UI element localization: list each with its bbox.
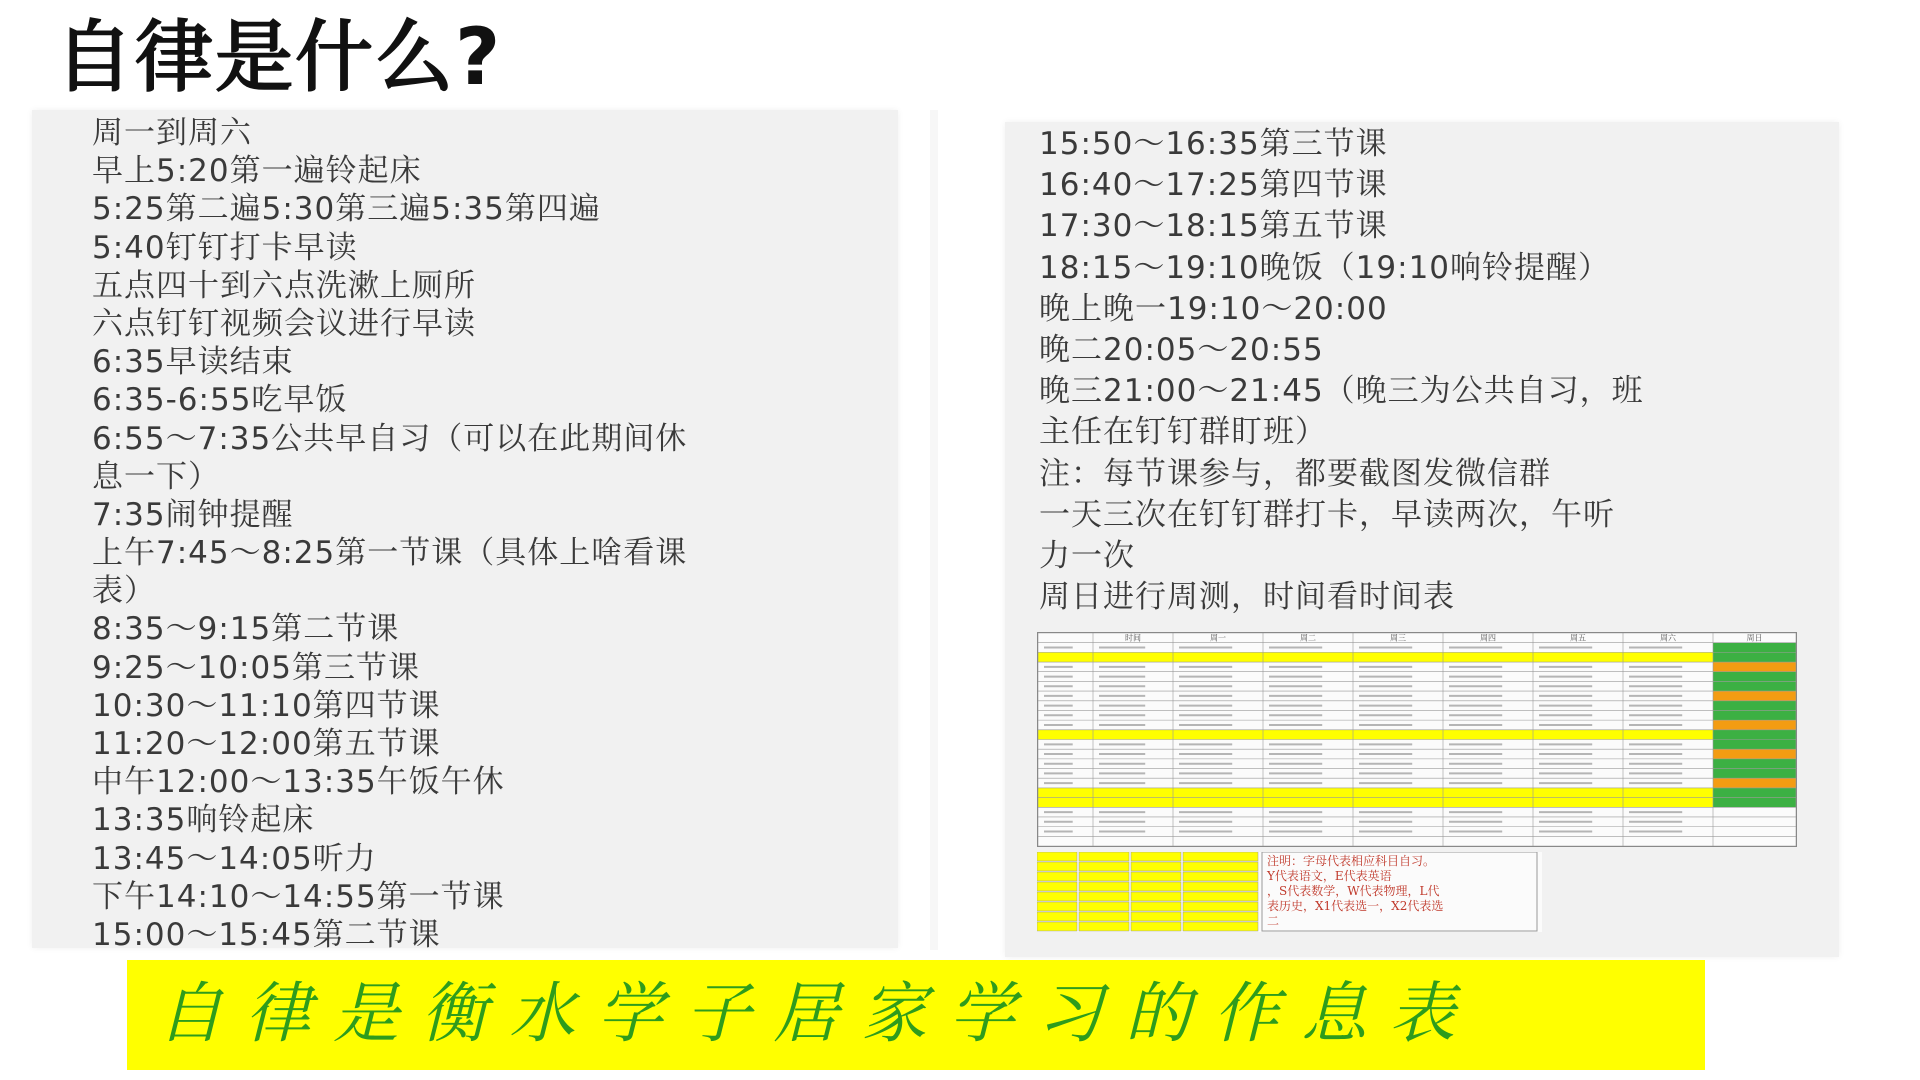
- timetable-sunday-cell: [1713, 652, 1796, 662]
- notes-yellow-cell: [1131, 882, 1181, 891]
- right-schedule-line: 晚三21:00～21:45（晚三为公共自习，班: [1039, 373, 1644, 410]
- left-schedule-line: 中午12:00～13:35午饭午休: [92, 764, 505, 801]
- left-schedule-line: 11:20～12:00第五节课: [92, 726, 441, 762]
- notes-yellow-cell: [1131, 892, 1181, 901]
- timetable-sunday-cell: [1713, 740, 1796, 750]
- left-schedule-line: 息一下）: [92, 458, 220, 495]
- timetable-sunday-cell: [1713, 788, 1796, 798]
- notes-yellow-cell: [1037, 902, 1077, 911]
- timetable-header: 周四: [1480, 633, 1496, 643]
- left-schedule-line: 六点钉钉视频会议进行早读: [92, 305, 476, 342]
- notes-yellow-cell: [1183, 892, 1258, 901]
- timetable-sunday-cell: [1713, 798, 1796, 808]
- notes-yellow-cell: [1079, 922, 1129, 931]
- right-schedule-line: 15:50～16:35第三节课: [1039, 126, 1388, 162]
- timetable-sunday-cell: [1713, 749, 1796, 759]
- timetable-grid: [1038, 633, 1796, 846]
- timetable-note-line: Y代表语文，E代表英语: [1267, 869, 1392, 883]
- right-schedule-line: 17:30～18:15第五节课: [1039, 208, 1388, 245]
- slide-title: 自律是什么?: [55, 13, 503, 103]
- left-schedule-line: 6:35-6:55吃早饭: [92, 382, 348, 419]
- timetable-note-line: 表历史，X1代表选一，X2代表选: [1267, 899, 1444, 913]
- caption-bar: [127, 960, 1705, 1070]
- notes-yellow-cell: [1037, 862, 1077, 871]
- timetable-header: 周六: [1660, 633, 1676, 643]
- right-schedule-line: 16:40～17:25第四节课: [1039, 167, 1388, 204]
- left-schedule-line: 6:35早读结束: [92, 344, 294, 381]
- timetable-notes: [1037, 852, 1542, 932]
- left-schedule-line: 7:35闹钟提醒: [92, 496, 294, 533]
- right-schedule-line: 18:15～19:10晚饭（19:10响铃提醒）: [1039, 249, 1611, 286]
- timetable-sunday-cell: [1713, 710, 1796, 720]
- notes-yellow-cell: [1079, 872, 1129, 881]
- left-schedule-line: 13:45～14:05听力: [92, 840, 377, 877]
- notes-yellow-cell: [1079, 852, 1129, 861]
- left-schedule-line: 15:00～15:45第二节课: [92, 916, 441, 953]
- notes-yellow-cell: [1131, 912, 1181, 921]
- notes-yellow-cell: [1131, 902, 1181, 911]
- left-schedule-line: 早上5:20第一遍铃起床: [92, 153, 422, 190]
- left-schedule-line: 6:55～7:35公共早自习（可以在此期间休: [92, 420, 688, 457]
- right-schedule-screenshot: [1005, 122, 1839, 957]
- timetable-header: 周一: [1210, 633, 1226, 643]
- timetable-header: 周日: [1746, 633, 1763, 643]
- timetable-sunday-cell: [1713, 759, 1796, 769]
- right-schedule-line: 一天三次在钉钉群打卡，早读两次，午听: [1039, 496, 1615, 533]
- right-schedule-line: 注：每节课参与，都要截图发微信群: [1039, 455, 1551, 492]
- timetable-sunday-cell: [1713, 701, 1796, 711]
- notes-yellow-cell: [1079, 882, 1129, 891]
- timetable-sunday-cell: [1713, 769, 1796, 779]
- left-schedule-line: 5:40钉钉打卡早读: [92, 229, 358, 266]
- timetable-image: [1037, 632, 1797, 847]
- left-schedule-line: 5:25第二遍5:30第三遍5:35第四遍: [92, 191, 601, 228]
- left-schedule-line: 周一到周六: [92, 115, 252, 151]
- timetable-header: 周三: [1390, 633, 1406, 643]
- timetable-yellow-row: [1038, 652, 1796, 662]
- notes-yellow-cell: [1037, 892, 1077, 901]
- timetable-sunday-cell: [1713, 681, 1796, 691]
- notes-yellow-cell: [1183, 852, 1258, 861]
- timetable-note-line: 注明：字母代表相应科目自习。: [1267, 854, 1436, 868]
- right-schedule-text: [1039, 124, 1644, 618]
- timetable-sunday-cell: [1713, 778, 1796, 788]
- right-schedule-line: 主任在钉钉群盯班）: [1039, 414, 1327, 451]
- notes-yellow-cell: [1079, 902, 1129, 911]
- left-schedule-text: [92, 114, 687, 954]
- notes-yellow-cell: [1131, 852, 1181, 861]
- notes-yellow-cell: [1037, 872, 1077, 881]
- timetable-note-line: 二: [1267, 914, 1280, 928]
- timetable-sunday-cell: [1713, 720, 1796, 730]
- right-schedule-line: 力一次: [1039, 537, 1135, 574]
- notes-yellow-cell: [1131, 922, 1181, 931]
- left-schedule-line: 13:35响铃起床: [92, 802, 315, 839]
- notes-yellow-cell: [1183, 862, 1258, 871]
- right-schedule-line: 周日进行周测，时间看时间表: [1039, 579, 1455, 616]
- left-schedule-line: 8:35～9:15第二节课: [92, 611, 400, 648]
- notes-yellow-cell: [1183, 922, 1258, 931]
- left-schedule-line: 下午14:10～14:55第一节课: [92, 878, 505, 915]
- timetable-yellow-row: [1038, 730, 1796, 740]
- notes-yellow-cell: [1079, 862, 1129, 871]
- notes-yellow-cell: [1037, 912, 1077, 921]
- left-schedule-line: 表）: [92, 573, 156, 610]
- notes-yellow-cell: [1183, 912, 1258, 921]
- notes-yellow-cell: [1037, 922, 1077, 931]
- timetable-sunday-cell: [1713, 643, 1796, 653]
- caption-text: 自律是衡水学子居家学习的作息表: [157, 975, 1477, 1052]
- left-schedule-line: 10:30～11:10第四节课: [92, 687, 441, 724]
- timetable-header: 周五: [1570, 633, 1586, 643]
- notes-yellow-cell: [1079, 892, 1129, 901]
- timetable-sunday-cell: [1713, 730, 1796, 740]
- timetable-header: 周二: [1300, 633, 1316, 643]
- notes-text: [1267, 854, 1443, 929]
- notes-yellow-cell: [1037, 852, 1077, 861]
- right-schedule-line: 晚上晚一19:10～20:00: [1039, 290, 1388, 327]
- notes-yellow-cell: [1131, 872, 1181, 881]
- left-schedule-line: 9:25～10:05第三节课: [92, 649, 420, 686]
- notes-yellow-cell: [1183, 882, 1258, 891]
- timetable-sunday-cell: [1713, 672, 1796, 682]
- timetable-sunday-cell: [1713, 691, 1796, 701]
- right-schedule-line: 晚二20:05～20:55: [1039, 331, 1324, 368]
- notes-yellow-cell: [1183, 872, 1258, 881]
- left-schedule-screenshot: [32, 110, 898, 953]
- timetable-header: 时间: [1125, 633, 1141, 643]
- notes-yellow-cell: [1037, 882, 1077, 891]
- timetable-sunday-cell: [1713, 662, 1796, 672]
- left-schedule-line: 五点四十到六点洗漱上厕所: [92, 267, 476, 304]
- timetable-note-line: ，S代表数学，W代表物理，L代: [1267, 884, 1440, 898]
- left-schedule-line: 上午7:45～8:25第一节课（具体上啥看课: [92, 535, 688, 572]
- panel-divider: [930, 110, 938, 950]
- notes-yellow-cell: [1131, 862, 1181, 871]
- notes-yellow-cell: [1183, 902, 1258, 911]
- notes-yellow-cell: [1079, 912, 1129, 921]
